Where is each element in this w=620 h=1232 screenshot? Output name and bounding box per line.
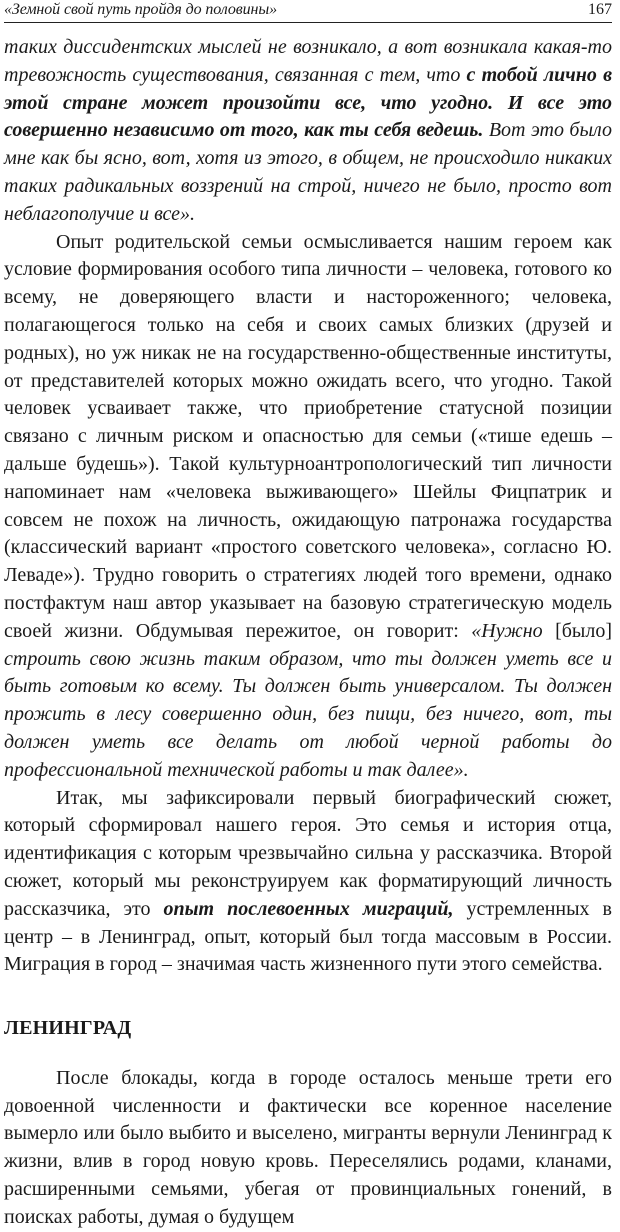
quote-italic-text: таких диссидентских мыслей не возникало, а вот возникала какая-то тревожность существования, связанная с тем, что: [4, 36, 612, 86]
quote-bold-italic-text: с тобой лично в этой стране может произойти все, что угодно. И все это совершенно независимо от того, как ты себя ведешь.: [4, 63, 613, 142]
quote-italic-text: «Нужно: [471, 619, 556, 642]
bracket-insert-text: [было]: [555, 619, 612, 642]
section-heading: ЛЕНИНГРАД: [4, 1017, 132, 1040]
emphasis-bold-italic-text: опыт послевоенных миграций,: [163, 897, 454, 920]
section-paragraph: После блокады, когда в городе осталось меньше трети его довоенной численности и фактически все коренное население вымерло или было выбито и выселено, мигранты вернули Ленинград к жизни, влив в город новую кровь. Переселялись родами, кланами, расширенными семьями, убегая от провинциальных гонений, в поисках работы, думая о будущем: [4, 1066, 612, 1228]
page-body: [4, 34, 612, 1232]
body-text: Опыт родительской семьи осмысливается нашим героем как условие формирования особого типа личности – человека, готового ко всему, не доверяющего власти и настороженного; человека, полагающегося только на себя и своих самых близких (друзей и родных), но уж никак не на государственно-общественные институты, от представителей которых можно ожидать всего, что угодно. Такой человек усваивает также, что приобретение статусной позиции связано с личным риском и опасностью для семьи («тише едешь – дальше будешь»). Такой культурноантропологический тип личности напоминает нам «человека выживающего» Шейлы Фицпатрик и совсем не похож на личность, ожидающую патронажа государства (классический вариант «простого советского человека», согласно Ю. Леваде»). Трудно говорить о стратегиях людей того времени, однако постфактум наш автор указывает на базовую стратегическую модель своей жизни. Обдумывая пережитое, он говорит:: [4, 230, 612, 642]
quote-italic-text: Вот это было мне как бы ясно, вот, хотя из этого, в общем, не происходило никаких таких радикальных воззрений на строй, ничего не было, просто вот неблагополучие и все».: [4, 119, 613, 225]
quote-italic-text: строить свою жизнь таким образом, что ты должен уметь все и быть готовым ко всему. Ты должен быть универсалом. Ты должен прожить в лесу совершенно один, без пищи, без ничего, вот, ты должен уметь все делать от любой черной работы до профессиональной технической работы и так далее».: [4, 647, 612, 781]
paragraph-2: [4, 229, 612, 785]
paragraph-3: [4, 785, 612, 980]
running-header-title: «Земной свой путь пройдя до половины»: [4, 1, 277, 18]
body-text: устремленных в центр – в Ленинград, опыт, который был тогда массовым в России. Миграция в город – значимая часть жизненного пути этого семейства.: [4, 897, 612, 976]
body-text: Итак, мы зафиксировали первый биографический сюжет, который сформировал нашего героя. Это семья и история отца, идентификация с которым чрезвычайно сильна у рассказчика. Второй сюжет, который мы реконструируем как форматирующий личность рассказчика, это: [4, 786, 612, 920]
page-number: 167: [588, 1, 612, 18]
paragraph-1: [4, 34, 612, 229]
running-header: [4, 0, 612, 23]
